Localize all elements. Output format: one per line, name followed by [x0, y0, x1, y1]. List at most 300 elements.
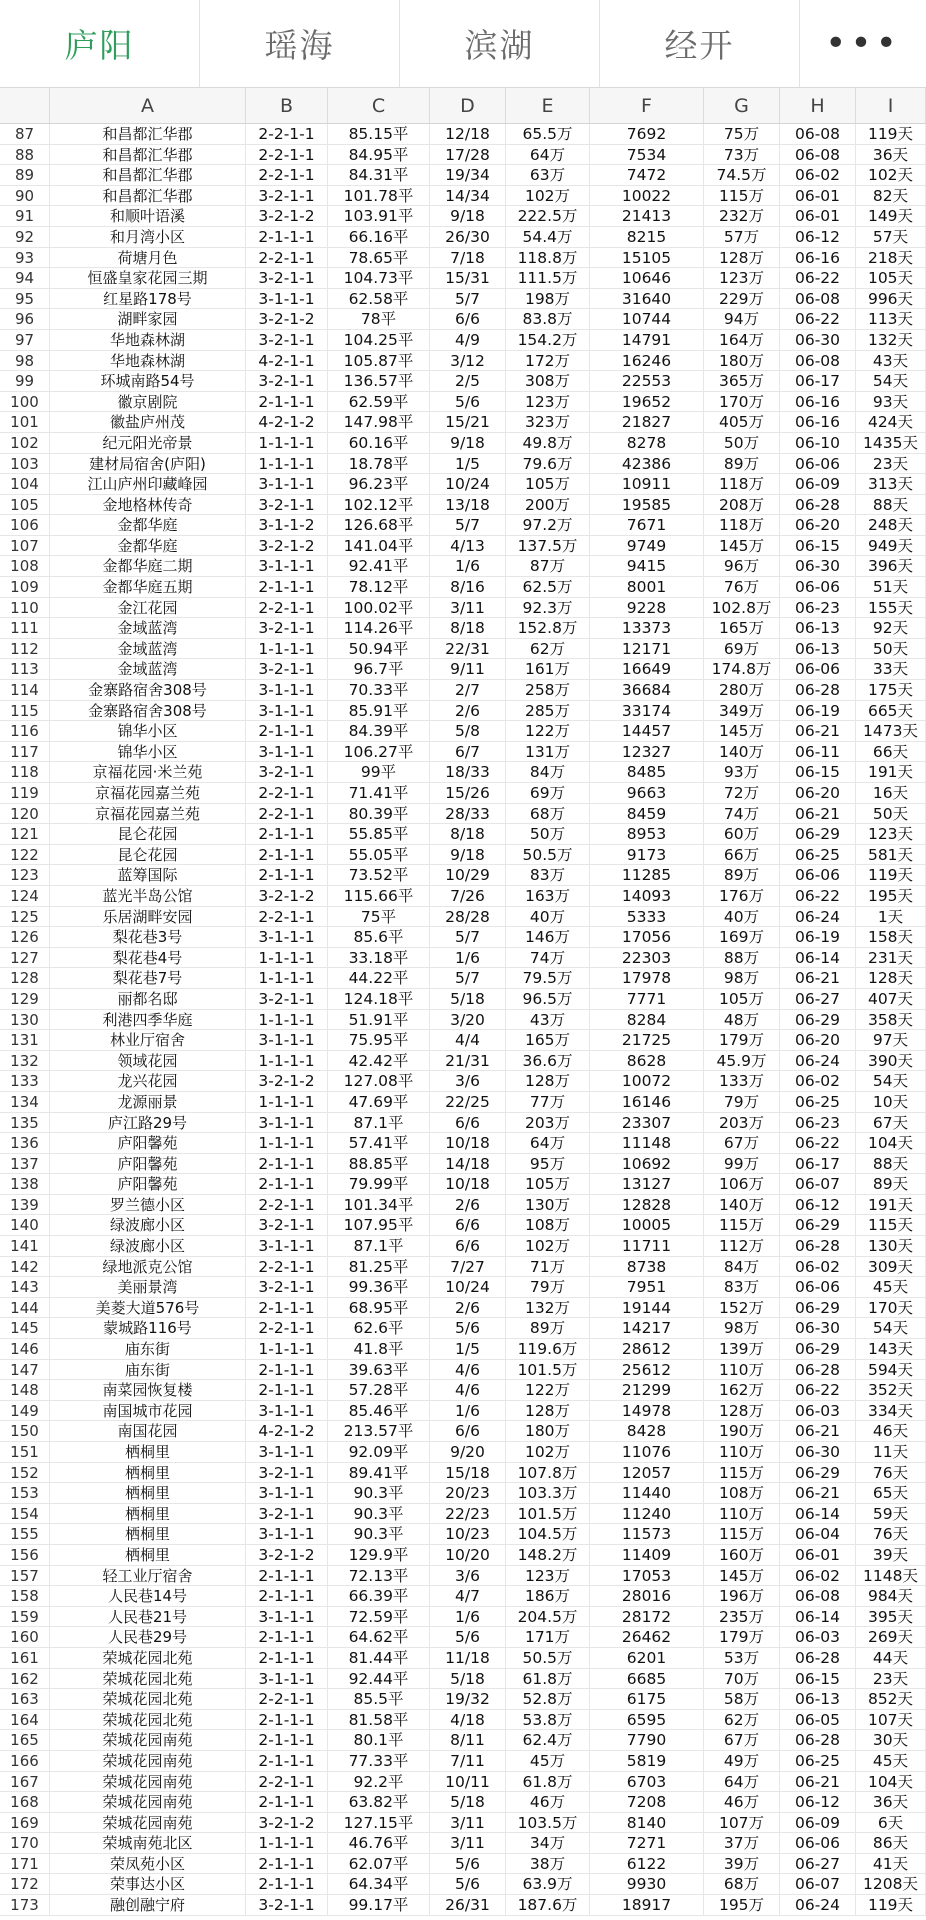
table-cell[interactable]: 50万 — [704, 433, 780, 453]
table-cell[interactable]: 63.82平 — [328, 1792, 430, 1812]
table-cell[interactable]: 06-21 — [780, 1772, 856, 1792]
table-cell[interactable]: 79万 — [506, 1277, 590, 1297]
table-cell[interactable]: 06-22 — [780, 886, 856, 906]
table-cell[interactable]: 36684 — [590, 680, 704, 700]
table-cell[interactable]: 96.23平 — [328, 474, 430, 494]
table-cell[interactable]: 06-08 — [780, 145, 856, 165]
table-cell[interactable]: 06-23 — [780, 1113, 856, 1133]
table-cell[interactable]: 06-22 — [780, 309, 856, 329]
table-cell[interactable]: 146万 — [506, 927, 590, 947]
table-cell[interactable]: 2-1-1-1 — [246, 1566, 328, 1586]
row-number[interactable]: 137 — [0, 1154, 50, 1174]
row-number[interactable]: 125 — [0, 907, 50, 927]
table-cell[interactable]: 06-06 — [780, 454, 856, 474]
table-cell[interactable]: 2-2-1-1 — [246, 1772, 328, 1792]
table-cell[interactable]: 145万 — [704, 721, 780, 741]
table-cell[interactable]: 164万 — [704, 330, 780, 350]
table-cell[interactable]: 9930 — [590, 1874, 704, 1894]
table-cell[interactable]: 3-1-1-1 — [246, 927, 328, 947]
table-cell[interactable]: 75.95平 — [328, 1030, 430, 1050]
table-cell[interactable]: 105万 — [704, 989, 780, 1009]
table-cell[interactable]: 176万 — [704, 886, 780, 906]
table-cell[interactable]: 84.39平 — [328, 721, 430, 741]
table-cell[interactable]: 165万 — [704, 618, 780, 638]
table-cell[interactable]: 110万 — [704, 1360, 780, 1380]
table-cell[interactable]: 梨花巷3号 — [50, 927, 246, 947]
table-cell[interactable]: 8953 — [590, 824, 704, 844]
table-cell[interactable]: 25612 — [590, 1360, 704, 1380]
table-cell[interactable]: 180万 — [704, 351, 780, 371]
table-cell[interactable]: 2-1-1-1 — [246, 1730, 328, 1750]
table-cell[interactable]: 71.41平 — [328, 783, 430, 803]
table-cell[interactable]: 绿波廊小区 — [50, 1215, 246, 1235]
table-cell[interactable]: 118万 — [704, 474, 780, 494]
table-cell[interactable]: 594天 — [856, 1360, 926, 1380]
table-cell[interactable]: 137.5万 — [506, 536, 590, 556]
table-cell[interactable]: 1/6 — [430, 556, 506, 576]
table-cell[interactable]: 218天 — [856, 248, 926, 268]
table-cell[interactable]: 8628 — [590, 1051, 704, 1071]
table-cell[interactable]: 6/6 — [430, 1421, 506, 1441]
table-cell[interactable]: 49万 — [704, 1751, 780, 1771]
table-cell[interactable]: 06-01 — [780, 186, 856, 206]
table-cell[interactable]: 89万 — [704, 865, 780, 885]
tab-binhu[interactable]: 滨湖 — [400, 0, 600, 87]
table-cell[interactable]: 105天 — [856, 268, 926, 288]
table-cell[interactable]: 06-16 — [780, 392, 856, 412]
table-cell[interactable]: 107天 — [856, 1710, 926, 1730]
table-cell[interactable]: 荣城花园南苑 — [50, 1792, 246, 1812]
table-cell[interactable]: 160万 — [704, 1545, 780, 1565]
table-cell[interactable]: 132万 — [506, 1298, 590, 1318]
row-number[interactable]: 129 — [0, 989, 50, 1009]
table-cell[interactable]: 06-11 — [780, 742, 856, 762]
table-cell[interactable]: 美菱大道576号 — [50, 1298, 246, 1318]
table-cell[interactable]: 54.4万 — [506, 227, 590, 247]
table-cell[interactable]: 3-2-1-2 — [246, 536, 328, 556]
table-cell[interactable]: 81.25平 — [328, 1257, 430, 1277]
table-cell[interactable]: 06-06 — [780, 1833, 856, 1853]
table-cell[interactable]: 127.15平 — [328, 1813, 430, 1833]
table-cell[interactable]: 15/21 — [430, 412, 506, 432]
table-cell[interactable]: 06-04 — [780, 1524, 856, 1544]
table-cell[interactable]: 3-2-1-1 — [246, 330, 328, 350]
table-cell[interactable]: 74.5万 — [704, 165, 780, 185]
table-cell[interactable]: 和月湾小区 — [50, 227, 246, 247]
table-cell[interactable]: 金都华庭 — [50, 515, 246, 535]
row-number[interactable]: 144 — [0, 1298, 50, 1318]
table-cell[interactable]: 140万 — [704, 1195, 780, 1215]
table-cell[interactable]: 852天 — [856, 1689, 926, 1709]
tab-yaohai[interactable]: 瑶海 — [200, 0, 400, 87]
table-cell[interactable]: 4-2-1-1 — [246, 351, 328, 371]
table-cell[interactable]: 3-1-1-1 — [246, 1236, 328, 1256]
table-cell[interactable]: 18/33 — [430, 762, 506, 782]
table-cell[interactable]: 纪元阳光帝景 — [50, 433, 246, 453]
table-cell[interactable]: 60万 — [704, 824, 780, 844]
table-cell[interactable]: 72.59平 — [328, 1607, 430, 1627]
table-cell[interactable]: 2-2-1-1 — [246, 907, 328, 927]
table-cell[interactable]: 13373 — [590, 618, 704, 638]
table-cell[interactable]: 2-2-1-1 — [246, 783, 328, 803]
table-cell[interactable]: 128天 — [856, 968, 926, 988]
table-cell[interactable]: 85.91平 — [328, 701, 430, 721]
table-cell[interactable]: 14093 — [590, 886, 704, 906]
column-header-F[interactable]: F — [590, 88, 704, 123]
table-cell[interactable]: 82天 — [856, 186, 926, 206]
table-cell[interactable]: 111.5万 — [506, 268, 590, 288]
table-cell[interactable]: 33174 — [590, 701, 704, 721]
row-number[interactable]: 113 — [0, 659, 50, 679]
table-cell[interactable]: 06-13 — [780, 639, 856, 659]
row-number[interactable]: 165 — [0, 1730, 50, 1750]
table-cell[interactable]: 123万 — [506, 392, 590, 412]
table-cell[interactable]: 3-2-1-2 — [246, 1071, 328, 1091]
table-cell[interactable]: 6/6 — [430, 1215, 506, 1235]
table-cell[interactable]: 3-2-1-2 — [246, 1545, 328, 1565]
table-cell[interactable]: 1-1-1-1 — [246, 968, 328, 988]
table-cell[interactable]: 169万 — [704, 927, 780, 947]
table-cell[interactable]: 67天 — [856, 1113, 926, 1133]
table-cell[interactable]: 6天 — [856, 1813, 926, 1833]
table-cell[interactable]: 06-27 — [780, 989, 856, 1009]
table-cell[interactable]: 79.99平 — [328, 1174, 430, 1194]
table-cell[interactable]: 229万 — [704, 289, 780, 309]
row-number[interactable]: 119 — [0, 783, 50, 803]
table-cell[interactable]: 5/6 — [430, 1627, 506, 1647]
table-cell[interactable]: 88.85平 — [328, 1154, 430, 1174]
table-cell[interactable]: 108万 — [506, 1215, 590, 1235]
table-cell[interactable]: 115天 — [856, 1215, 926, 1235]
row-number[interactable]: 158 — [0, 1586, 50, 1606]
table-cell[interactable]: 235万 — [704, 1607, 780, 1627]
row-number[interactable]: 118 — [0, 762, 50, 782]
table-cell[interactable]: 2-1-1-1 — [246, 1298, 328, 1318]
table-cell[interactable]: 18917 — [590, 1895, 704, 1915]
table-cell[interactable]: 2-1-1-1 — [246, 1627, 328, 1647]
table-cell[interactable]: 1/6 — [430, 1607, 506, 1627]
table-cell[interactable]: 蓝光半岛公馆 — [50, 886, 246, 906]
table-cell[interactable]: 荣城花园南苑 — [50, 1730, 246, 1750]
table-cell[interactable]: 113天 — [856, 309, 926, 329]
table-cell[interactable]: 99平 — [328, 762, 430, 782]
table-cell[interactable]: 5/6 — [430, 392, 506, 412]
table-cell[interactable]: 85.5平 — [328, 1689, 430, 1709]
row-number[interactable]: 102 — [0, 433, 50, 453]
table-cell[interactable]: 395天 — [856, 1607, 926, 1627]
table-cell[interactable]: 126.68平 — [328, 515, 430, 535]
table-cell[interactable]: 06-25 — [780, 845, 856, 865]
table-cell[interactable]: 荣城花园南苑 — [50, 1772, 246, 1792]
table-cell[interactable]: 104天 — [856, 1772, 926, 1792]
row-number[interactable]: 108 — [0, 556, 50, 576]
table-cell[interactable]: 96.5万 — [506, 989, 590, 1009]
table-cell[interactable]: 融创融宁府 — [50, 1895, 246, 1915]
table-cell[interactable]: 22553 — [590, 371, 704, 391]
row-number[interactable]: 91 — [0, 206, 50, 226]
column-header-A[interactable]: A — [50, 88, 246, 123]
table-cell[interactable]: 3-1-1-1 — [246, 1442, 328, 1462]
table-cell[interactable]: 06-24 — [780, 1895, 856, 1915]
table-cell[interactable]: 3/11 — [430, 1813, 506, 1833]
table-cell[interactable]: 149天 — [856, 206, 926, 226]
table-cell[interactable]: 14978 — [590, 1401, 704, 1421]
table-cell[interactable]: 14/34 — [430, 186, 506, 206]
table-cell[interactable]: 美丽景湾 — [50, 1277, 246, 1297]
table-cell[interactable]: 76天 — [856, 1524, 926, 1544]
table-cell[interactable]: 1天 — [856, 907, 926, 927]
table-cell[interactable]: 3/12 — [430, 351, 506, 371]
table-cell[interactable]: 63万 — [506, 165, 590, 185]
table-cell[interactable]: 庙东街 — [50, 1339, 246, 1359]
table-cell[interactable]: 88万 — [704, 948, 780, 968]
table-cell[interactable]: 115万 — [704, 186, 780, 206]
column-header-C[interactable]: C — [328, 88, 430, 123]
table-cell[interactable]: 3-2-1-1 — [246, 268, 328, 288]
table-cell[interactable]: 15105 — [590, 248, 704, 268]
table-cell[interactable]: 1-1-1-1 — [246, 1133, 328, 1153]
table-cell[interactable]: 2-1-1-1 — [246, 1751, 328, 1771]
table-cell[interactable]: 06-14 — [780, 1504, 856, 1524]
table-cell[interactable]: 102天 — [856, 165, 926, 185]
table-cell[interactable]: 22303 — [590, 948, 704, 968]
table-cell[interactable]: 2-1-1-1 — [246, 824, 328, 844]
row-number[interactable]: 106 — [0, 515, 50, 535]
row-number[interactable]: 93 — [0, 248, 50, 268]
table-cell[interactable]: 47.69平 — [328, 1092, 430, 1112]
table-cell[interactable]: 108万 — [704, 1483, 780, 1503]
table-cell[interactable]: 50.5万 — [506, 845, 590, 865]
table-cell[interactable]: 8215 — [590, 227, 704, 247]
table-cell[interactable]: 2-2-1-1 — [246, 248, 328, 268]
table-cell[interactable]: 119天 — [856, 1895, 926, 1915]
table-cell[interactable]: 152万 — [704, 1298, 780, 1318]
table-cell[interactable]: 46万 — [704, 1792, 780, 1812]
table-cell[interactable]: 06-30 — [780, 1442, 856, 1462]
row-number[interactable]: 112 — [0, 639, 50, 659]
table-cell[interactable]: 170万 — [704, 392, 780, 412]
table-cell[interactable]: 1/6 — [430, 1401, 506, 1421]
table-cell[interactable]: 89万 — [506, 1318, 590, 1338]
table-cell[interactable]: 64.62平 — [328, 1627, 430, 1647]
table-cell[interactable]: 40万 — [506, 907, 590, 927]
table-cell[interactable]: 104.25平 — [328, 330, 430, 350]
table-cell[interactable]: 94万 — [704, 309, 780, 329]
table-cell[interactable]: 06-12 — [780, 1195, 856, 1215]
table-cell[interactable]: 84.95平 — [328, 145, 430, 165]
table-cell[interactable]: 17/28 — [430, 145, 506, 165]
table-cell[interactable]: 57万 — [704, 227, 780, 247]
table-cell[interactable]: 1-1-1-1 — [246, 1339, 328, 1359]
table-cell[interactable]: 54天 — [856, 1071, 926, 1091]
table-cell[interactable]: 11/18 — [430, 1648, 506, 1668]
table-cell[interactable]: 06-02 — [780, 1566, 856, 1586]
table-cell[interactable]: 8/18 — [430, 824, 506, 844]
table-cell[interactable]: 3-1-1-2 — [246, 515, 328, 535]
table-cell[interactable]: 128万 — [704, 1401, 780, 1421]
table-cell[interactable]: 3/20 — [430, 1010, 506, 1030]
table-cell[interactable]: 3/11 — [430, 1833, 506, 1853]
table-cell[interactable]: 45万 — [506, 1751, 590, 1771]
table-cell[interactable]: 06-13 — [780, 618, 856, 638]
table-cell[interactable]: 99.17平 — [328, 1895, 430, 1915]
table-cell[interactable]: 06-12 — [780, 1792, 856, 1812]
table-cell[interactable]: 蓝筹国际 — [50, 865, 246, 885]
row-number[interactable]: 101 — [0, 412, 50, 432]
table-cell[interactable]: 2-1-1-1 — [246, 1586, 328, 1606]
table-cell[interactable]: 9/20 — [430, 1442, 506, 1462]
table-cell[interactable]: 175天 — [856, 680, 926, 700]
table-cell[interactable]: 119天 — [856, 865, 926, 885]
table-cell[interactable]: 39天 — [856, 1545, 926, 1565]
table-cell[interactable]: 栖桐里 — [50, 1442, 246, 1462]
row-number[interactable]: 103 — [0, 454, 50, 474]
table-cell[interactable]: 69万 — [506, 783, 590, 803]
table-cell[interactable]: 06-22 — [780, 1133, 856, 1153]
row-number[interactable]: 155 — [0, 1524, 50, 1544]
row-number[interactable]: 131 — [0, 1030, 50, 1050]
table-cell[interactable]: 36.6万 — [506, 1051, 590, 1071]
table-cell[interactable]: 2-2-1-1 — [246, 598, 328, 618]
table-cell[interactable]: 4/18 — [430, 1710, 506, 1730]
table-cell[interactable]: 195万 — [704, 1895, 780, 1915]
table-cell[interactable]: 78.12平 — [328, 577, 430, 597]
table-cell[interactable]: 06-06 — [780, 577, 856, 597]
table-cell[interactable]: 06-28 — [780, 495, 856, 515]
table-cell[interactable]: 99.36平 — [328, 1277, 430, 1297]
table-cell[interactable]: 163万 — [506, 886, 590, 906]
table-cell[interactable]: 3-1-1-1 — [246, 1401, 328, 1421]
table-cell[interactable]: 170天 — [856, 1298, 926, 1318]
row-number[interactable]: 123 — [0, 865, 50, 885]
table-cell[interactable]: 204.5万 — [506, 1607, 590, 1627]
table-cell[interactable]: 3-2-1-1 — [246, 762, 328, 782]
table-cell[interactable]: 231天 — [856, 948, 926, 968]
table-cell[interactable]: 105.87平 — [328, 351, 430, 371]
table-cell[interactable]: 2/6 — [430, 1298, 506, 1318]
table-cell[interactable]: 1-1-1-1 — [246, 454, 328, 474]
row-number[interactable]: 115 — [0, 701, 50, 721]
table-cell[interactable]: 8/16 — [430, 577, 506, 597]
table-cell[interactable]: 3-2-1-1 — [246, 1463, 328, 1483]
table-cell[interactable]: 22/23 — [430, 1504, 506, 1524]
table-cell[interactable]: 55.05平 — [328, 845, 430, 865]
table-cell[interactable]: 金寨路宿舍308号 — [50, 701, 246, 721]
row-number[interactable]: 166 — [0, 1751, 50, 1771]
table-cell[interactable]: 21413 — [590, 206, 704, 226]
table-cell[interactable]: 3-2-1-1 — [246, 371, 328, 391]
row-number[interactable]: 89 — [0, 165, 50, 185]
table-cell[interactable]: 104天 — [856, 1133, 926, 1153]
table-cell[interactable]: 1-1-1-1 — [246, 639, 328, 659]
table-cell[interactable]: 42386 — [590, 454, 704, 474]
tab-jingkai[interactable]: 经开 — [600, 0, 800, 87]
column-header-B[interactable]: B — [246, 88, 328, 123]
table-cell[interactable]: 9/18 — [430, 845, 506, 865]
table-cell[interactable]: 62.6平 — [328, 1318, 430, 1338]
table-cell[interactable]: 8/11 — [430, 1730, 506, 1750]
table-cell[interactable]: 2-1-1-1 — [246, 1854, 328, 1874]
row-number[interactable]: 95 — [0, 289, 50, 309]
table-cell[interactable]: 和昌都汇华郡 — [50, 186, 246, 206]
table-cell[interactable]: 26462 — [590, 1627, 704, 1647]
table-cell[interactable]: 06-03 — [780, 1627, 856, 1647]
table-cell[interactable]: 06-09 — [780, 474, 856, 494]
table-cell[interactable]: 85.46平 — [328, 1401, 430, 1421]
table-cell[interactable]: 1473天 — [856, 721, 926, 741]
table-cell[interactable]: 5/7 — [430, 289, 506, 309]
table-cell[interactable]: 10/11 — [430, 1772, 506, 1792]
table-cell[interactable]: 和昌都汇华郡 — [50, 145, 246, 165]
table-cell[interactable]: 23天 — [856, 1669, 926, 1689]
row-number[interactable]: 121 — [0, 824, 50, 844]
table-cell[interactable]: 21725 — [590, 1030, 704, 1050]
table-cell[interactable]: 115万 — [704, 1524, 780, 1544]
table-cell[interactable]: 6175 — [590, 1689, 704, 1709]
table-cell[interactable]: 庐阳馨苑 — [50, 1133, 246, 1153]
table-cell[interactable]: 130天 — [856, 1236, 926, 1256]
row-number[interactable]: 163 — [0, 1689, 50, 1709]
table-cell[interactable]: 06-25 — [780, 1751, 856, 1771]
table-cell[interactable]: 43天 — [856, 351, 926, 371]
table-cell[interactable]: 70万 — [704, 1669, 780, 1689]
table-cell[interactable]: 7/27 — [430, 1257, 506, 1277]
row-number[interactable]: 160 — [0, 1627, 50, 1647]
table-cell[interactable]: 2/6 — [430, 1195, 506, 1215]
table-cell[interactable]: 84万 — [704, 1257, 780, 1277]
table-cell[interactable]: 285万 — [506, 701, 590, 721]
table-cell[interactable]: 122万 — [506, 721, 590, 741]
table-cell[interactable]: 14457 — [590, 721, 704, 741]
table-cell[interactable]: 5/18 — [430, 1792, 506, 1812]
table-cell[interactable]: 49.8万 — [506, 433, 590, 453]
table-cell[interactable]: 6201 — [590, 1648, 704, 1668]
table-cell[interactable]: 123万 — [506, 1566, 590, 1586]
table-cell[interactable]: 3-2-1-2 — [246, 886, 328, 906]
table-cell[interactable]: 107万 — [704, 1813, 780, 1833]
table-cell[interactable]: 66天 — [856, 742, 926, 762]
table-cell[interactable]: 7472 — [590, 165, 704, 185]
table-cell[interactable]: 112万 — [704, 1236, 780, 1256]
table-cell[interactable]: 70.33平 — [328, 680, 430, 700]
table-cell[interactable]: 45.9万 — [704, 1051, 780, 1071]
table-cell[interactable]: 57.41平 — [328, 1133, 430, 1153]
row-number[interactable]: 132 — [0, 1051, 50, 1071]
table-cell[interactable]: 4/6 — [430, 1380, 506, 1400]
table-cell[interactable]: 103.91平 — [328, 206, 430, 226]
table-cell[interactable]: 73.52平 — [328, 865, 430, 885]
table-cell[interactable]: 3-2-1-1 — [246, 618, 328, 638]
table-cell[interactable]: 33天 — [856, 659, 926, 679]
table-cell[interactable]: 06-27 — [780, 1854, 856, 1874]
table-cell[interactable]: 12/18 — [430, 124, 506, 144]
table-cell[interactable]: 103.3万 — [506, 1483, 590, 1503]
table-cell[interactable]: 金江花园 — [50, 598, 246, 618]
table-cell[interactable]: 68万 — [704, 1874, 780, 1894]
table-cell[interactable]: 80.39平 — [328, 804, 430, 824]
table-cell[interactable]: 115.66平 — [328, 886, 430, 906]
table-cell[interactable]: 3-1-1-1 — [246, 474, 328, 494]
table-cell[interactable]: 5/18 — [430, 1669, 506, 1689]
table-cell[interactable]: 102.8万 — [704, 598, 780, 618]
row-number[interactable]: 87 — [0, 124, 50, 144]
row-number[interactable]: 173 — [0, 1895, 50, 1915]
table-cell[interactable]: 99万 — [704, 1154, 780, 1174]
table-cell[interactable]: 87.1平 — [328, 1236, 430, 1256]
table-cell[interactable]: 92.2平 — [328, 1772, 430, 1792]
row-number[interactable]: 150 — [0, 1421, 50, 1441]
table-cell[interactable]: 庐阳馨苑 — [50, 1154, 246, 1174]
